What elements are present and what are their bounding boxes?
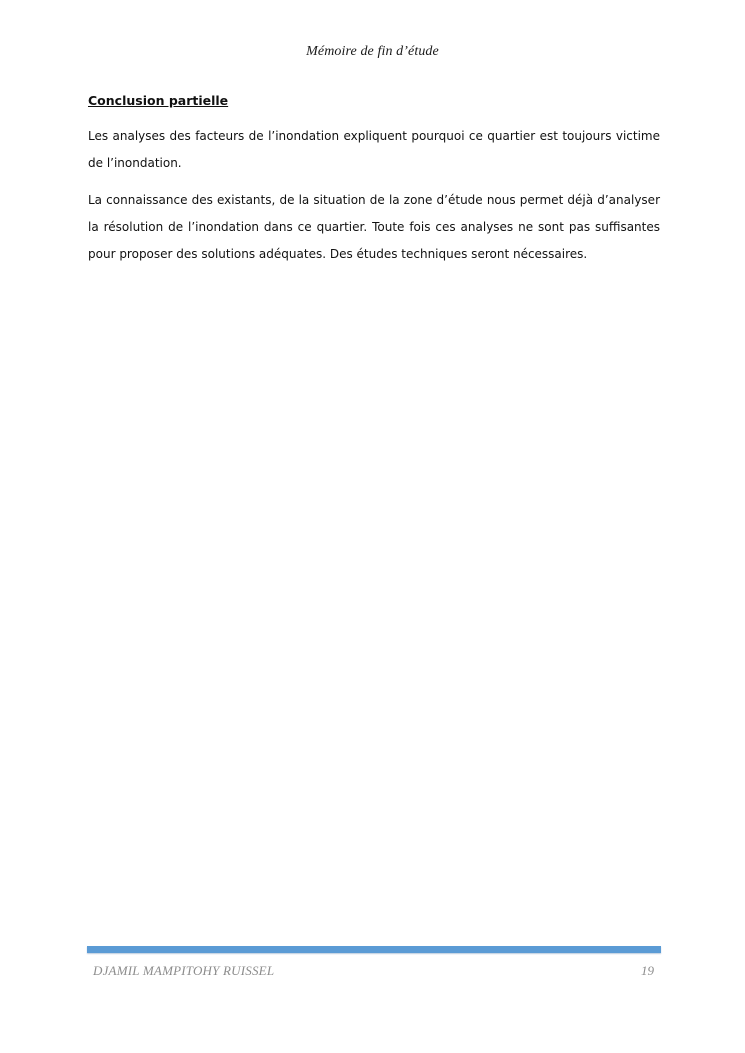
paragraph-2: La connaissance des existants, de la situation de la zone d’étude nous permet déjà d’analyser la résolution de l’inondation dans ce quartier. Toute fois ces analyses ne sont pas suffisantes pour proposer des solutions adéquates. Des études techniques seront nécessaires. [88,193,660,261]
page-number: 19 [641,963,654,978]
page-content [88,91,660,278]
running-header-title: Mémoire de fin d’étude [306,44,439,59]
footer-author: DJAMIL MAMPITOHY RUISSEL [93,963,275,978]
paragraph-1: Les analyses des facteurs de l’inondation expliquent pourquoi ce quartier est toujours victime de l’inondation. [88,129,660,170]
section-heading: Conclusion partielle [88,93,229,108]
footer-rule [87,946,661,953]
